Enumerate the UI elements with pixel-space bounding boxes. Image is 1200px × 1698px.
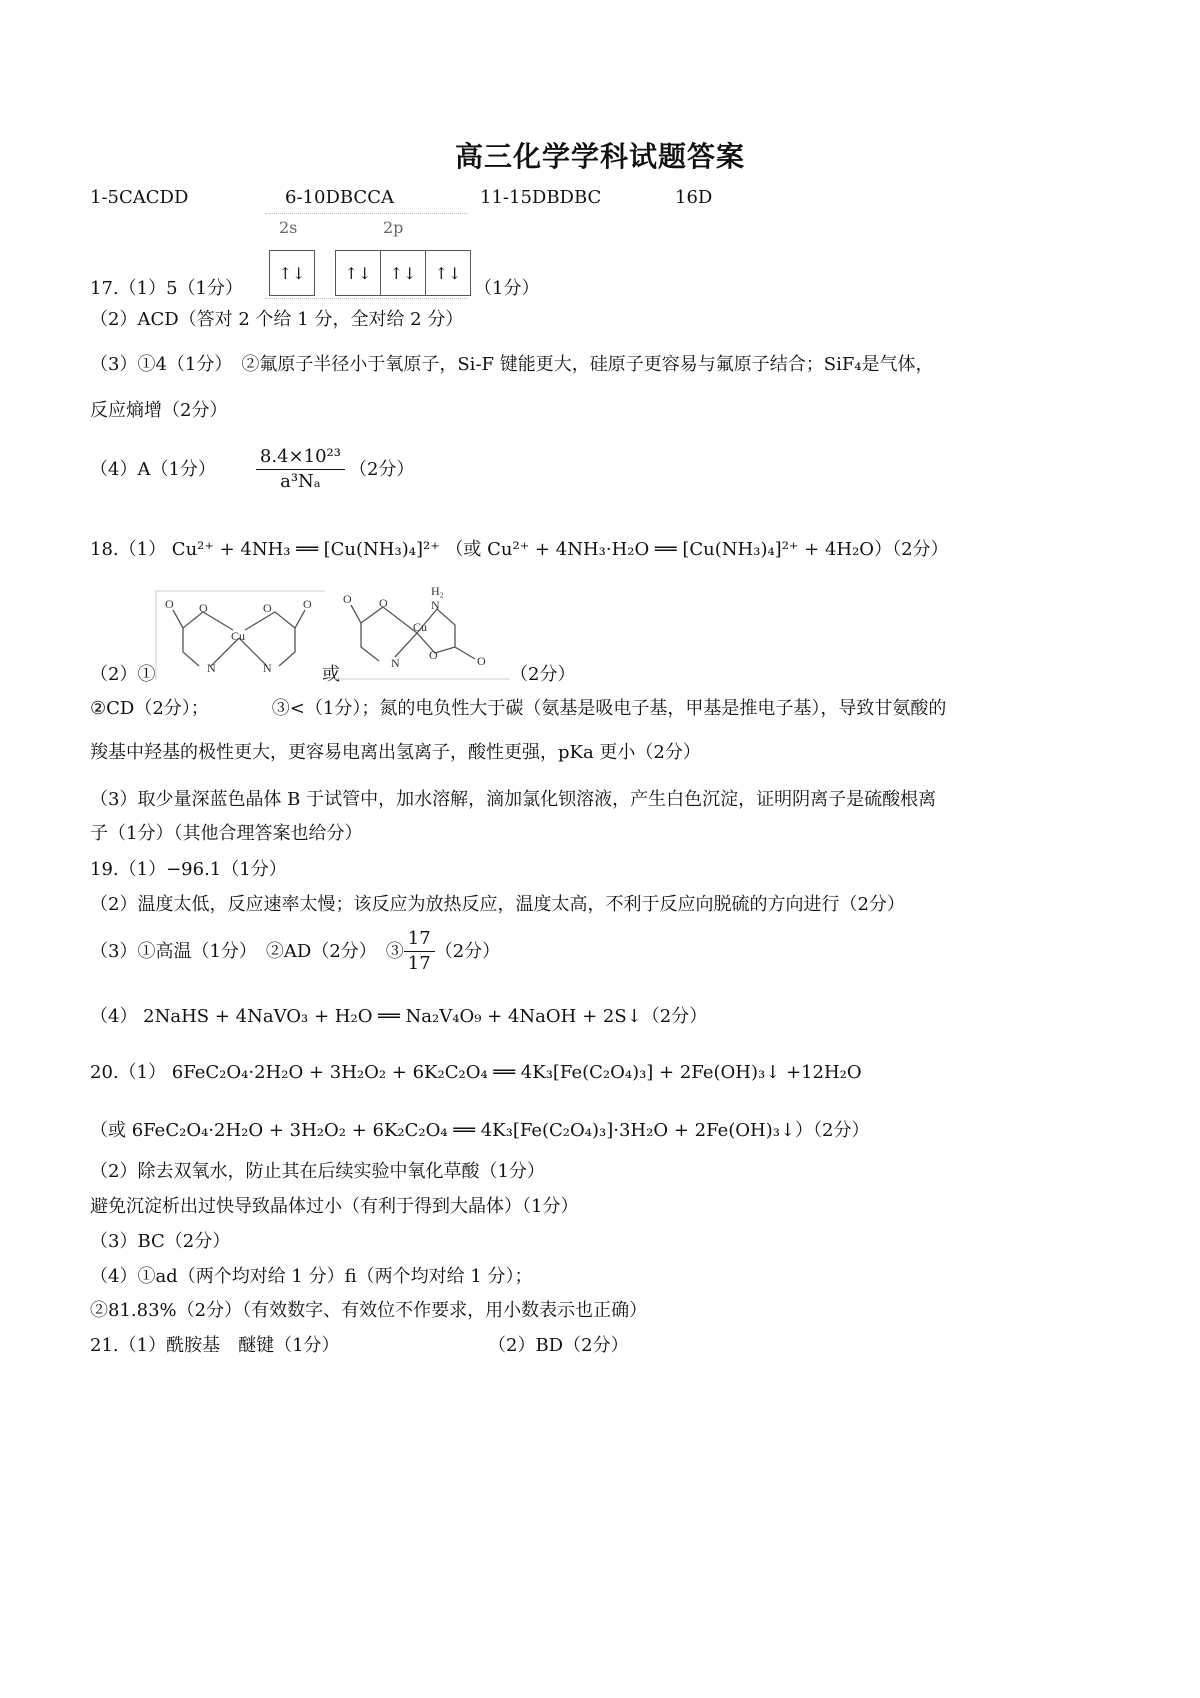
q19-p3-score: （2分）: [434, 940, 501, 962]
q19-p3-answer: （3）①高温（1分） ②AD（2分） ③: [90, 940, 404, 962]
atom-o: O: [477, 654, 486, 668]
glycine-copper-structure-cis: [155, 590, 325, 680]
q20-p1: 20.（1） 6FeC₂O₄·2H₂O + 3H₂O₂ + 6K₂C₂O₄ ══ 4K₃[Fe(C₂O₄)₃] + 2Fe(OH)₃↓ +12H₂O: [90, 1062, 862, 1083]
q20-p2-line2: 避免沉淀析出过快导致晶体过小（有利于得到大晶体）（1分）: [90, 1196, 579, 1217]
density-fraction: [256, 445, 345, 494]
arrow-pair-icon: ↑↓: [381, 251, 426, 295]
q17-p3-line1: （3）①4（1分） ②氟原子半径小于氧原子，Si-F 键能更大，硅原子更容易与氟原子结合；SiF₄是气体，: [90, 354, 934, 375]
q19-fraction: [404, 927, 435, 976]
q18-p3-line1: （3）取少量深蓝色晶体 B 于试管中，加水溶解，滴加氯化钡溶液，产生白色沉淀，证明阴离子是硫酸根离: [90, 789, 937, 810]
atom-o: O: [165, 597, 174, 611]
q21-p1: 21.（1）酰胺基 醚键（1分）: [90, 1335, 340, 1356]
atom-n: N: [263, 661, 272, 675]
q18-p2-or: 或: [322, 664, 340, 685]
q17-p4: [90, 445, 414, 494]
atom-o: O: [379, 596, 388, 610]
q18-p1: 18.（1） Cu²⁺ + 4NH₃ ══ [Cu(NH₃)₄]²⁺ （或 Cu²⁺ + 4NH₃·H₂O ══ [Cu(NH₃)₄]²⁺ + 4H₂O）（2分）: [90, 539, 949, 560]
q20-p3: （3）BC（2分）: [90, 1231, 231, 1252]
q18-p2-score: （2分）: [510, 664, 576, 685]
q17-p2: （2）ACD（答对 2 个给 1 分，全对给 2 分）: [90, 309, 464, 330]
q17-p4-answer: （4）A（1分）: [90, 458, 216, 480]
q17-p1: 17.（1）5（1分）: [90, 278, 243, 299]
atom-h2: H₂: [431, 585, 444, 598]
choice-16: 16D: [675, 187, 713, 208]
page-title: 高三化学学科试题答案: [454, 140, 745, 173]
orbital-label-2p: 2p: [383, 218, 404, 237]
atom-o: O: [303, 597, 312, 611]
atom-n: N: [207, 661, 216, 675]
atom-o: O: [199, 601, 208, 615]
orbital-label-2s: 2s: [279, 218, 298, 237]
q20-p2-line1: （2）除去双氧水，防止其在后续实验中氧化草酸（1分）: [90, 1161, 545, 1182]
q19-p3: [90, 927, 500, 976]
arrow-pair-icon: ↑↓: [434, 263, 462, 283]
q21-p2: （2）BD（2分）: [488, 1335, 629, 1356]
arrow-pair-icon: ↑↓: [278, 263, 306, 283]
atom-cu: Cu: [413, 620, 428, 634]
atom-o: O: [429, 648, 438, 662]
orbital-2s-box: [269, 250, 315, 296]
glycine-copper-structure-trans: [335, 585, 510, 680]
fraction-numerator: 8.4×10²³: [256, 445, 345, 470]
fraction-numerator: 17: [404, 927, 435, 952]
atom-n: N: [431, 598, 440, 612]
orbital-2p-box: [335, 250, 471, 296]
q17-p1-score: （1分）: [474, 278, 540, 299]
arrow-pair-icon: ↑↓: [336, 251, 381, 295]
q18-p3-line2: 子（1分）（其他合理答案也给分）: [90, 823, 363, 844]
choice-11-15: 11-15DBDBC: [480, 187, 602, 208]
q17-p4-score: （2分）: [348, 458, 415, 480]
q17-p3-line2: 反应熵增（2分）: [90, 400, 228, 421]
q19-p4: （4） 2NaHS + 4NaVO₃ + H₂O ══ Na₂V₄O₉ + 4NaOH + 2S↓（2分）: [90, 1006, 708, 1027]
q19-p1: 19.（1）−96.1（1分）: [90, 859, 287, 880]
q20-p4-2: ②81.83%（2分）（有效数字、有效位不作要求，用小数表示也正确）: [90, 1300, 648, 1321]
choice-6-10: 6-10DBCCA: [285, 187, 394, 208]
fraction-denominator: 17: [407, 953, 431, 974]
fraction-denominator: a³Nₐ: [280, 471, 321, 492]
atom-cu: Cu: [231, 629, 246, 643]
choice-1-5: 1-5CACDD: [90, 187, 189, 208]
q18-p2b: ②CD（2分）； ③<（1分）；氮的电负性大于碳（氨基是吸电子基，甲基是推电子基），导致甘氨酸的: [90, 698, 947, 719]
q20-p4-1: （4）①ad（两个均对给 1 分）fi（两个均对给 1 分）；: [90, 1266, 533, 1287]
q18-p2-prefix: （2）①: [90, 664, 156, 685]
atom-o: O: [343, 592, 352, 606]
q19-p2: （2）温度太低，反应速率太慢；该反应为放热反应，温度太高，不利于反应向脱硫的方向进行（2分）: [90, 894, 905, 915]
atom-o: O: [263, 601, 272, 615]
q18-p2c: 羧基中羟基的极性更大，更容易电离出氢离子，酸性更强，pKa 更小（2分）: [90, 742, 701, 763]
atom-n: N: [391, 656, 400, 670]
orbital-diagram: [265, 213, 467, 299]
q20-p1-alt: （或 6FeC₂O₄·2H₂O + 3H₂O₂ + 6K₂C₂O₄ ══ 4K₃[Fe(C₂O₄)₃]·3H₂O + 2Fe(OH)₃↓）（2分）: [90, 1120, 870, 1141]
